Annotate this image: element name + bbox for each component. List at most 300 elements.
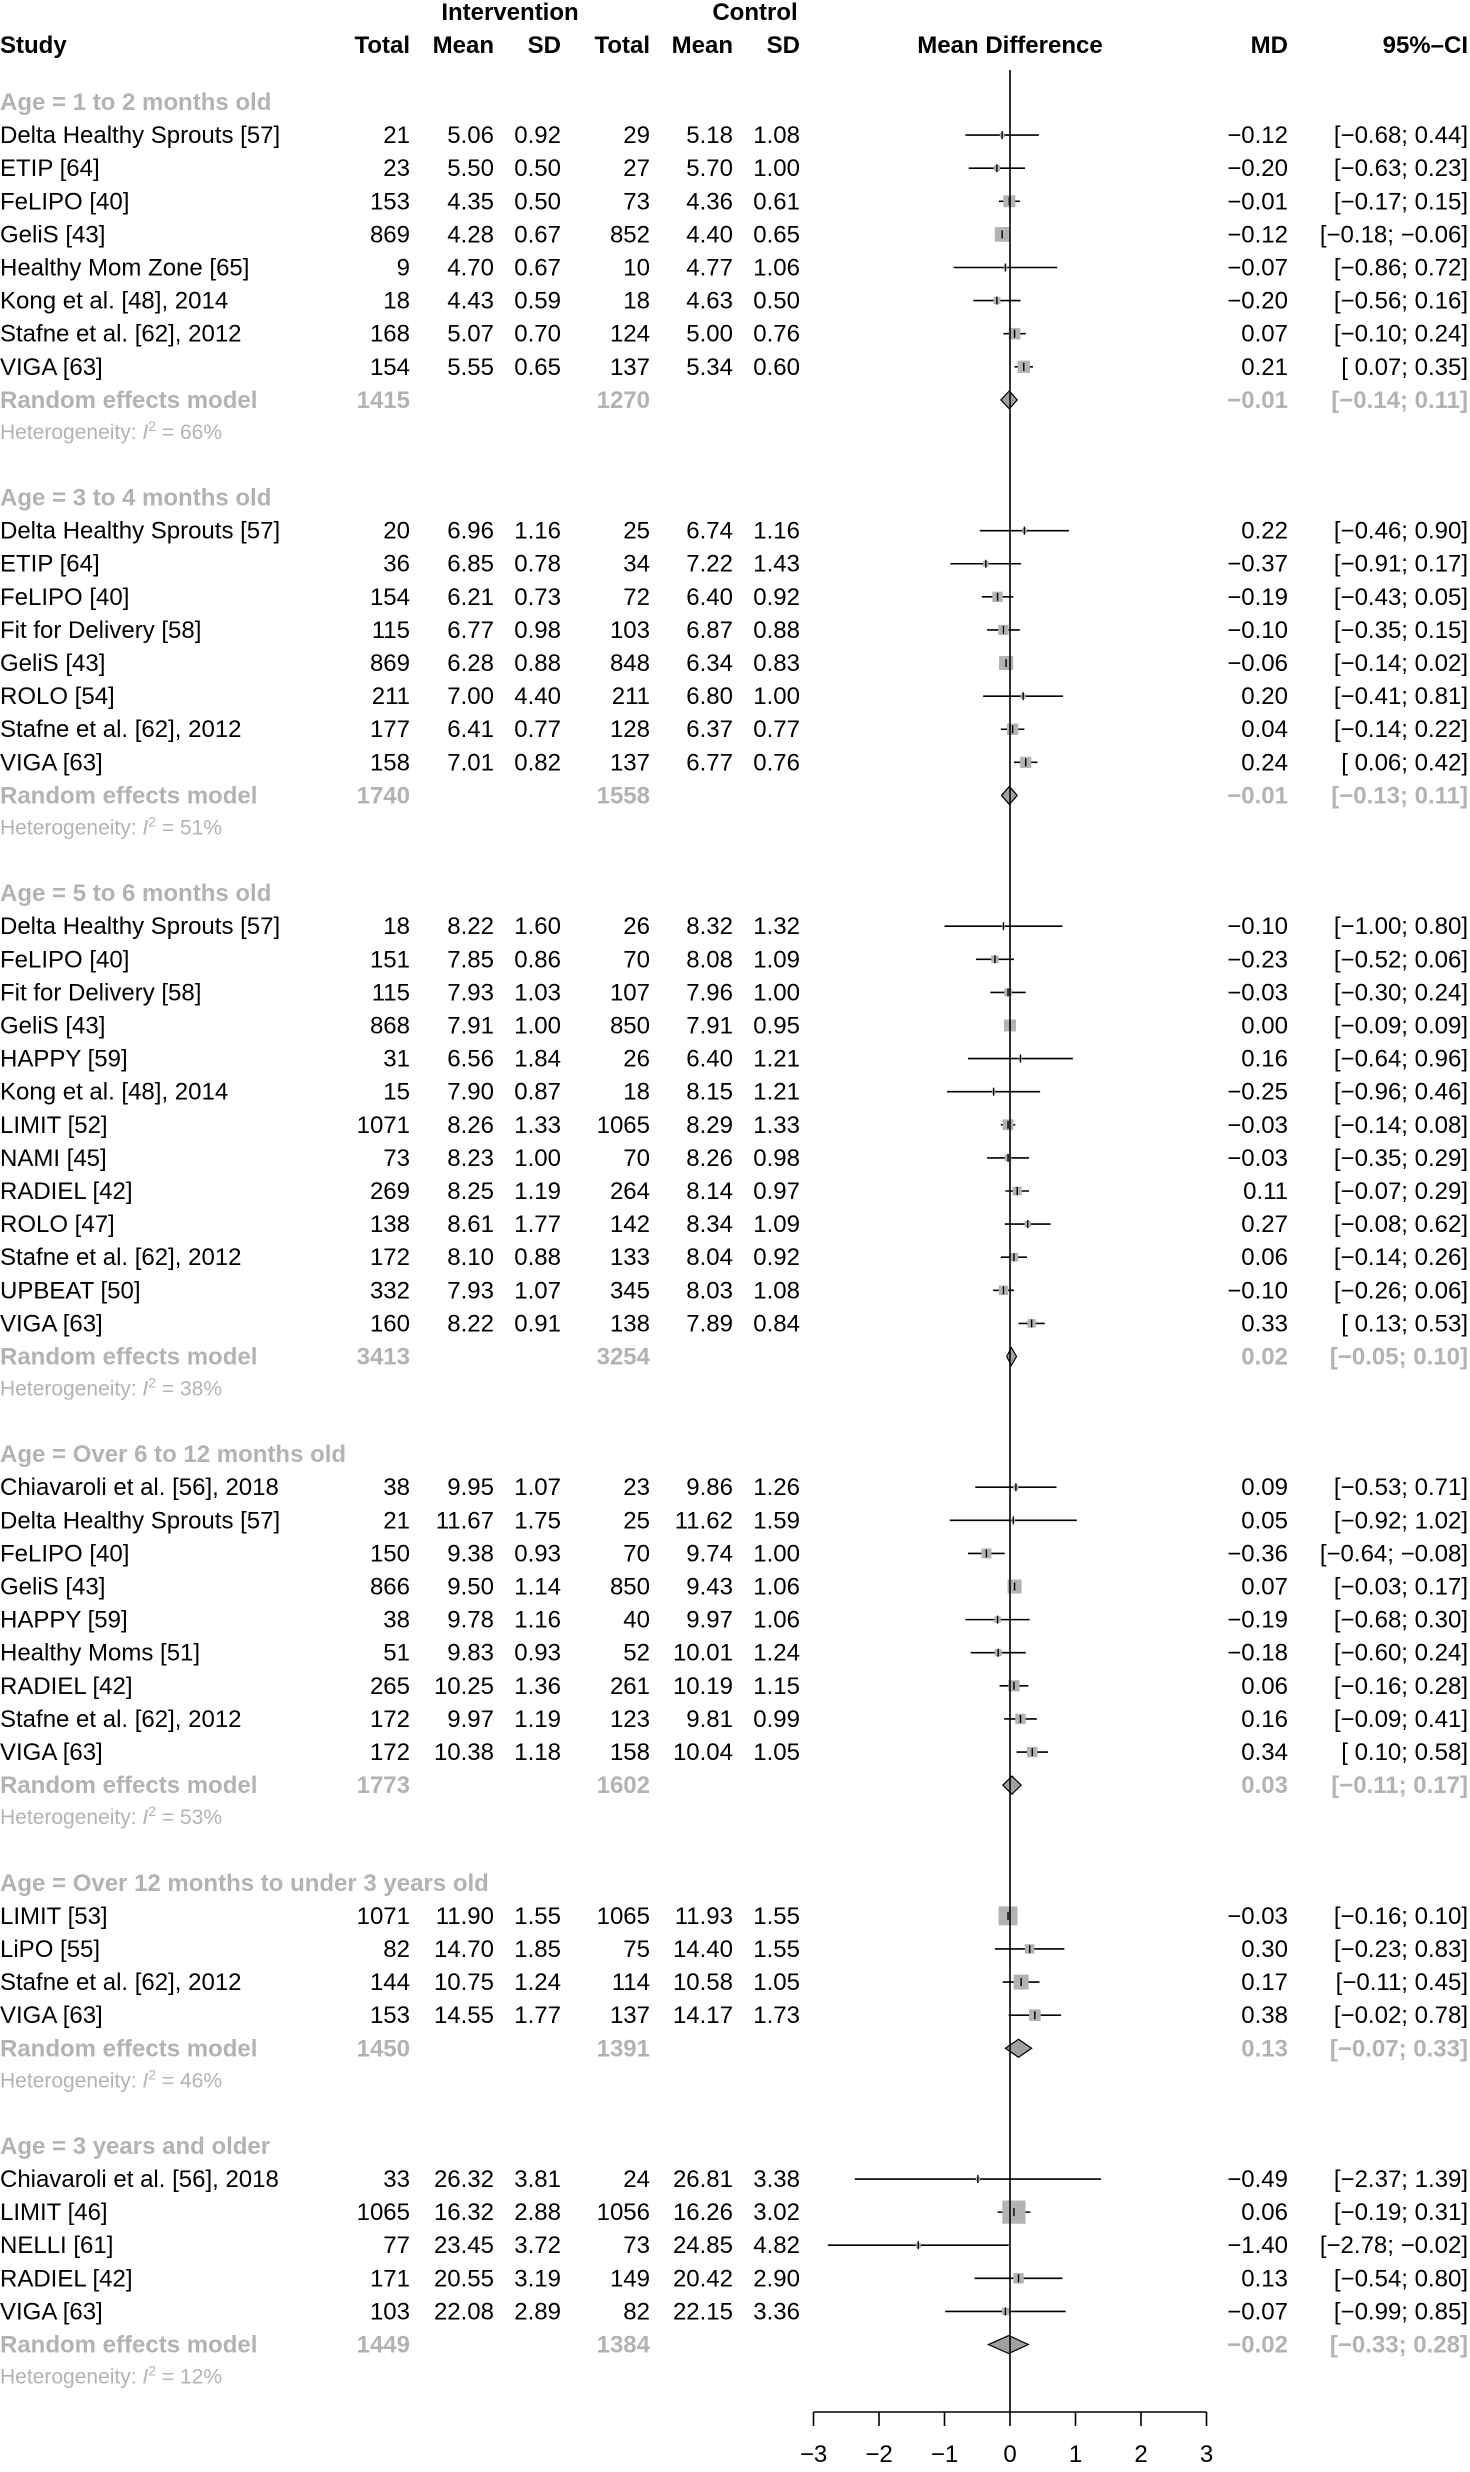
heterogeneity-text <box>0 2066 222 2092</box>
intervention-mean-value: 6.77 <box>447 616 494 644</box>
control-sd-value: 1.16 <box>753 517 800 545</box>
pooled-ci-value: [−0.14; 0.11] <box>1331 386 1468 414</box>
study-name: NELLI [61] <box>0 2232 114 2260</box>
intervention-mean-value: 6.85 <box>447 550 494 578</box>
intervention-sd-value: 1.03 <box>514 979 561 1007</box>
control-sd-value: 3.02 <box>753 2199 800 2227</box>
intervention-sd-value: 1.75 <box>514 1507 561 1535</box>
control-total-value: 18 <box>623 1078 650 1106</box>
control-total-value: 82 <box>623 2298 650 2326</box>
control-total-value: 70 <box>623 1144 650 1172</box>
intervention-total-value: 21 <box>383 1507 410 1535</box>
effect-header: Mean Difference <box>917 32 1103 59</box>
control-sd-value: 1.59 <box>753 1507 800 1535</box>
control-mean-value: 8.04 <box>686 1244 733 1272</box>
intervention-mean-value: 7.93 <box>447 979 494 1007</box>
md-value: 0.27 <box>1241 1211 1288 1239</box>
md-value: 0.07 <box>1241 320 1288 348</box>
md-value: −0.07 <box>1227 2298 1288 2326</box>
study-name: LIMIT [46] <box>0 2199 108 2227</box>
control-mean-value: 6.37 <box>686 716 733 744</box>
subgroup-title: Age = 3 years and older <box>0 2132 271 2160</box>
intervention-sd-value: 1.85 <box>514 1935 561 1963</box>
intervention-mean-value: 14.70 <box>433 1935 494 1963</box>
control-total-value: 23 <box>623 1474 650 1502</box>
intervention-sd-value: 1.19 <box>514 1705 561 1733</box>
control-mean-value: 11.62 <box>674 1507 733 1535</box>
pooled-intervention-total: 1449 <box>356 2331 410 2359</box>
control-total-value: 124 <box>609 320 650 348</box>
control-total-value: 114 <box>611 1969 650 1997</box>
md-value: −0.06 <box>1227 650 1288 678</box>
md-value: −0.18 <box>1227 1639 1288 1667</box>
control-total-value: 123 <box>609 1705 650 1733</box>
intervention-sd-value: 1.60 <box>514 913 561 941</box>
intervention-total-value: 38 <box>383 1474 410 1502</box>
control-mean-value: 5.00 <box>686 320 733 348</box>
control-sd-value: 0.99 <box>753 1705 800 1733</box>
intervention-sd-value: 0.92 <box>514 122 561 150</box>
intervention-mean-value: 11.67 <box>435 1507 494 1535</box>
md-value: 0.34 <box>1241 1739 1288 1767</box>
study-name: ROLO [47] <box>0 1211 115 1239</box>
subgroup-title: Age = 3 to 4 months old <box>0 484 272 512</box>
intervention-total-value: 265 <box>369 1672 410 1700</box>
control-mean-value: 5.70 <box>686 155 733 183</box>
control-mean-value: 6.34 <box>686 650 733 678</box>
md-value: 0.09 <box>1241 1474 1288 1502</box>
control-sd-value: 1.73 <box>753 2002 800 2030</box>
x-tick-label: 2 <box>1134 2441 1148 2468</box>
control-mean-value: 10.01 <box>672 1639 733 1667</box>
control-mean-value: 8.15 <box>686 1078 733 1106</box>
control-total-value: 107 <box>609 979 650 1007</box>
control-sd-value: 0.76 <box>753 749 800 777</box>
control-total-value: 70 <box>623 1540 650 1568</box>
heterogeneity-superscript: 2 <box>148 2362 157 2379</box>
control-mean-value: 10.58 <box>672 1969 733 1997</box>
ci-value: [−0.54; 0.80] <box>1333 2265 1468 2293</box>
study-name: Stafne et al. [62], 2012 <box>0 320 242 348</box>
intervention-total-value: 211 <box>371 683 410 711</box>
ci-value: [−0.63; 0.23] <box>1333 155 1468 183</box>
md-value: 0.11 <box>1243 1177 1288 1205</box>
intervention-sd-value: 0.70 <box>514 320 561 348</box>
ci-value: [−0.26; 0.06] <box>1333 1277 1468 1305</box>
intervention-mean-value: 7.91 <box>447 1012 494 1040</box>
control-sd-value: 1.15 <box>753 1672 800 1700</box>
intervention-sd-value: 0.88 <box>514 1244 561 1272</box>
intervention-mean-value: 6.41 <box>447 716 494 744</box>
control-sd-value: 1.24 <box>753 1639 800 1667</box>
intervention-mean-value: 4.43 <box>447 287 494 315</box>
control-mean-value: 8.29 <box>686 1111 733 1139</box>
control-mean-value: 20.42 <box>672 2265 733 2293</box>
intervention-total-value: 168 <box>369 320 410 348</box>
study-name: Stafne et al. [62], 2012 <box>0 1244 242 1272</box>
pooled-intervention-total: 1773 <box>356 1772 410 1800</box>
control-total-value: 1065 <box>596 1111 650 1139</box>
control-mean-value: 14.17 <box>672 2002 733 2030</box>
intervention-total-value: 869 <box>369 221 410 249</box>
intervention-mean-value: 9.50 <box>447 1573 494 1601</box>
intervention-sd-value: 0.93 <box>514 1639 561 1667</box>
intervention-sd-value: 0.91 <box>514 1310 561 1338</box>
control-total-value: 137 <box>609 353 650 381</box>
pooled-ci-value: [−0.13; 0.11] <box>1331 782 1468 810</box>
intervention-total-value: 20 <box>383 517 410 545</box>
ci-value: [−0.02; 0.78] <box>1333 2002 1468 2030</box>
ci-value: [−0.03; 0.17] <box>1333 1573 1468 1601</box>
intervention-total-value: 1065 <box>356 2199 410 2227</box>
ci-value: [−2.78; −0.02] <box>1319 2232 1468 2260</box>
md-value: −1.40 <box>1227 2232 1288 2260</box>
control-mean-value: 9.97 <box>686 1606 733 1634</box>
intervention-total-value: 332 <box>369 1277 410 1305</box>
control-sd-value: 0.60 <box>753 353 800 381</box>
control-mean-value: 6.74 <box>686 517 733 545</box>
control-total-value: 34 <box>623 550 650 578</box>
intervention-total-value: 172 <box>369 1244 410 1272</box>
intervention-mean-value: 8.22 <box>447 913 494 941</box>
intervention-total-value: 153 <box>369 188 410 216</box>
intervention-sd-value: 0.50 <box>514 188 561 216</box>
header <box>0 0 1468 59</box>
control-mean-header: Mean <box>671 32 733 59</box>
x-tick-label: 1 <box>1068 2441 1083 2468</box>
ci-value: [ 0.13; 0.53] <box>1341 1310 1468 1338</box>
intervention-mean-value: 5.07 <box>447 320 494 348</box>
study-name: Kong et al. [48], 2014 <box>0 287 229 315</box>
pooled-md-value: 0.02 <box>1241 1343 1288 1371</box>
control-total-value: 73 <box>623 188 650 216</box>
control-mean-value: 6.87 <box>686 616 733 644</box>
study-name: GeliS [43] <box>0 1012 106 1040</box>
study-name: ROLO [54] <box>0 683 115 711</box>
intervention-sd-value: 1.84 <box>514 1045 561 1073</box>
intervention-mean-value: 9.97 <box>447 1705 494 1733</box>
subgroup-title: Age = 1 to 2 months old <box>0 89 272 116</box>
study-name: LIMIT [52] <box>0 1111 108 1139</box>
intervention-sd-value: 3.81 <box>514 2166 561 2194</box>
control-total-value: 852 <box>609 221 650 249</box>
intervention-sd-value: 0.67 <box>514 254 561 282</box>
ci-value: [−0.64; 0.96] <box>1333 1045 1468 1073</box>
intervention-total-value: 153 <box>369 2002 410 2030</box>
intervention-mean-value: 14.55 <box>433 2002 494 2030</box>
control-sd-value: 0.98 <box>753 1144 800 1172</box>
control-sd-value: 1.08 <box>753 1277 800 1305</box>
control-sd-value: 1.00 <box>753 979 800 1007</box>
intervention-sd-value: 1.24 <box>514 1969 561 1997</box>
md-value: −0.49 <box>1227 2166 1288 2194</box>
md-value: 0.16 <box>1241 1045 1288 1073</box>
pooled-label: Random effects model <box>0 782 258 810</box>
study-name: Stafne et al. [62], 2012 <box>0 1705 242 1733</box>
heterogeneity-prefix: Heterogeneity: <box>0 421 143 444</box>
ci-value: [−0.35; 0.29] <box>1333 1144 1468 1172</box>
intervention-mean-header: Mean <box>432 32 494 59</box>
intervention-mean-value: 7.01 <box>447 749 494 777</box>
pooled-diamond <box>988 2336 1028 2354</box>
intervention-total-value: 18 <box>383 287 410 315</box>
control-total-value: 25 <box>623 517 650 545</box>
intervention-total-value: 144 <box>369 1969 410 1997</box>
x-tick-label: −2 <box>865 2441 893 2468</box>
study-name: HAPPY [59] <box>0 1045 128 1073</box>
control-total-value: 848 <box>609 650 650 678</box>
control-sd-value: 1.09 <box>753 946 800 974</box>
heterogeneity-i: I <box>142 1806 149 1830</box>
control-sd-value: 1.21 <box>753 1078 800 1106</box>
control-total-value: 850 <box>609 1573 650 1601</box>
heterogeneity-superscript: 2 <box>148 1803 157 1820</box>
ci-value: [−0.30; 0.24] <box>1333 979 1468 1007</box>
md-value: 0.24 <box>1241 749 1288 777</box>
md-value: 0.33 <box>1241 1310 1288 1338</box>
control-mean-value: 22.15 <box>672 2298 733 2326</box>
study-name: ETIP [64] <box>0 155 100 183</box>
control-sd-value: 0.92 <box>753 1244 800 1272</box>
pooled-intervention-total: 1415 <box>356 386 410 414</box>
control-total-value: 75 <box>623 1935 650 1963</box>
study-name: Delta Healthy Sprouts [57] <box>0 1507 281 1535</box>
control-sd-value: 1.00 <box>753 155 800 183</box>
intervention-sd-value: 1.16 <box>514 1606 561 1634</box>
intervention-total-value: 31 <box>383 1045 410 1073</box>
subgroup-title: Age = 5 to 6 months old <box>0 880 272 908</box>
control-sd-value: 1.55 <box>753 1902 800 1930</box>
heterogeneity-value: = 12% <box>156 2365 223 2389</box>
ci-value: [−1.00; 0.80] <box>1333 913 1468 941</box>
intervention-total-value: 866 <box>369 1573 410 1601</box>
md-value: 0.17 <box>1241 1969 1288 1997</box>
control-total-value: 40 <box>623 1606 650 1634</box>
intervention-sd-value: 0.87 <box>514 1078 561 1106</box>
heterogeneity-i: I <box>142 421 149 444</box>
control-sd-value: 4.82 <box>753 2232 800 2260</box>
control-total-header: Total <box>594 32 650 59</box>
intervention-total-value: 150 <box>369 1540 410 1568</box>
heterogeneity-text <box>0 418 222 444</box>
md-value: 0.00 <box>1241 1012 1288 1040</box>
control-sd-value: 1.26 <box>753 1474 800 1502</box>
md-value: −0.01 <box>1227 188 1288 216</box>
intervention-mean-value: 10.25 <box>433 1672 494 1700</box>
ci-value: [−0.14; 0.08] <box>1333 1111 1468 1139</box>
control-sd-value: 1.08 <box>753 122 800 150</box>
control-total-value: 137 <box>609 749 650 777</box>
heterogeneity-text <box>0 1375 222 1401</box>
study-name: Healthy Moms [51] <box>0 1639 201 1667</box>
study-name: VIGA [63] <box>0 353 103 381</box>
md-value: −0.12 <box>1227 221 1288 249</box>
intervention-sd-value: 1.07 <box>514 1474 561 1502</box>
study-name: Chiavaroli et al. [56], 2018 <box>0 1474 279 1502</box>
intervention-mean-value: 9.83 <box>447 1639 494 1667</box>
intervention-sd-value: 0.65 <box>514 353 561 381</box>
control-mean-value: 24.85 <box>672 2232 733 2260</box>
study-name: GeliS [43] <box>0 221 106 249</box>
pooled-md-value: 0.13 <box>1241 2035 1288 2063</box>
heterogeneity-value: = 53% <box>156 1806 223 1830</box>
intervention-mean-value: 6.96 <box>447 517 494 545</box>
intervention-sd-value: 2.89 <box>514 2298 561 2326</box>
md-value: 0.16 <box>1241 1705 1288 1733</box>
intervention-sd-value: 1.00 <box>514 1012 561 1040</box>
control-sd-value: 0.92 <box>753 583 800 611</box>
intervention-sd-value: 1.16 <box>514 517 561 545</box>
control-total-value: 70 <box>623 946 650 974</box>
md-value: 0.38 <box>1241 2002 1288 2030</box>
study-name: GeliS [43] <box>0 1573 106 1601</box>
md-value: −0.20 <box>1227 287 1288 315</box>
intervention-total-value: 172 <box>369 1705 410 1733</box>
control-total-value: 103 <box>609 616 650 644</box>
ci-value: [−0.07; 0.29] <box>1333 1177 1468 1205</box>
heterogeneity-i: I <box>142 2069 149 2093</box>
md-value: −0.20 <box>1227 155 1288 183</box>
md-value: −0.03 <box>1227 1111 1288 1139</box>
control-total-value: 137 <box>609 2002 650 2030</box>
intervention-sd-value: 2.88 <box>514 2199 561 2227</box>
control-total-value: 26 <box>623 1045 650 1073</box>
x-tick-label: −3 <box>799 2441 828 2468</box>
md-value: −0.03 <box>1227 1902 1288 1930</box>
intervention-total-value: 73 <box>383 1144 410 1172</box>
control-sd-value: 0.61 <box>753 188 800 216</box>
control-mean-value: 8.14 <box>686 1177 733 1205</box>
control-total-value: 142 <box>609 1211 650 1239</box>
intervention-mean-value: 8.23 <box>447 1144 494 1172</box>
control-sd-value: 0.76 <box>753 320 800 348</box>
heterogeneity-prefix: Heterogeneity: <box>0 2365 143 2389</box>
md-value: −0.10 <box>1227 1277 1288 1305</box>
pooled-md-value: 0.03 <box>1241 1772 1288 1800</box>
heterogeneity-prefix: Heterogeneity: <box>0 1377 143 1401</box>
intervention-total-value: 177 <box>369 716 410 744</box>
control-total-value: 27 <box>623 155 650 183</box>
md-value: 0.06 <box>1241 1672 1288 1700</box>
md-value: −0.10 <box>1227 616 1288 644</box>
intervention-total-value: 115 <box>371 616 410 644</box>
control-sd-value: 0.83 <box>753 650 800 678</box>
subgroup-title: Age = Over 12 months to under 3 years old <box>0 1869 489 1897</box>
intervention-mean-value: 10.75 <box>433 1969 494 1997</box>
ci-value: [−0.14; 0.26] <box>1333 1244 1468 1272</box>
control-total-value: 850 <box>609 1012 650 1040</box>
heterogeneity-prefix: Heterogeneity: <box>0 2069 143 2093</box>
study-name: RADIEL [42] <box>0 2265 133 2293</box>
control-total-value: 158 <box>609 1739 650 1767</box>
intervention-total-value: 77 <box>383 2232 410 2260</box>
md-value: −0.19 <box>1227 1606 1288 1634</box>
intervention-sd-value: 0.86 <box>514 946 561 974</box>
intervention-mean-value: 8.61 <box>447 1211 494 1239</box>
ci-value: [ 0.10; 0.58] <box>1341 1739 1468 1767</box>
md-value: 0.13 <box>1241 2265 1288 2293</box>
intervention-total-value: 9 <box>396 254 410 282</box>
md-value: 0.07 <box>1241 1573 1288 1601</box>
control-total-value: 24 <box>623 2166 650 2194</box>
study-name: LIMIT [53] <box>0 1902 108 1930</box>
intervention-mean-value: 7.90 <box>447 1078 494 1106</box>
study-name: VIGA [63] <box>0 1739 103 1767</box>
control-mean-value: 9.86 <box>686 1474 733 1502</box>
control-sd-value: 1.05 <box>753 1969 800 1997</box>
x-tick-label: 3 <box>1199 2441 1214 2468</box>
study-name: Delta Healthy Sprouts [57] <box>0 517 281 545</box>
ci-value: [ 0.07; 0.35] <box>1341 353 1468 381</box>
study-name: Delta Healthy Sprouts [57] <box>0 913 281 941</box>
intervention-total-value: 869 <box>369 650 410 678</box>
study-name: Fit for Delivery [58] <box>0 979 202 1007</box>
intervention-mean-value: 8.10 <box>447 1244 494 1272</box>
control-sd-value: 0.97 <box>753 1177 800 1205</box>
intervention-sd-value: 1.36 <box>514 1672 561 1700</box>
pooled-intervention-total: 3413 <box>356 1343 410 1371</box>
intervention-sd-value: 4.40 <box>514 683 561 711</box>
intervention-total-header: Total <box>354 32 410 59</box>
md-value: 0.04 <box>1241 716 1288 744</box>
intervention-total-value: 151 <box>369 946 410 974</box>
intervention-mean-value: 7.85 <box>447 946 494 974</box>
pooled-ci-value: [−0.11; 0.17] <box>1331 1772 1468 1800</box>
control-mean-value: 4.36 <box>686 188 733 216</box>
intervention-sd-value: 1.55 <box>514 1902 561 1930</box>
x-tick-label: −1 <box>930 2441 959 2468</box>
control-total-value: 138 <box>609 1310 650 1338</box>
pooled-label: Random effects model <box>0 386 258 414</box>
intervention-header: Intervention <box>441 0 579 26</box>
intervention-sd-value: 0.82 <box>514 749 561 777</box>
md-header: MD <box>1250 32 1288 59</box>
study-name: FeLIPO [40] <box>0 946 130 974</box>
intervention-mean-value: 10.38 <box>433 1739 494 1767</box>
control-mean-value: 8.26 <box>686 1144 733 1172</box>
ci-value: [−0.64; −0.08] <box>1319 1540 1468 1568</box>
control-sd-value: 0.95 <box>753 1012 800 1040</box>
intervention-mean-value: 11.90 <box>435 1902 494 1930</box>
intervention-sd-value: 0.73 <box>514 583 561 611</box>
control-sd-header: SD <box>766 32 800 59</box>
intervention-mean-value: 4.35 <box>447 188 494 216</box>
intervention-mean-value: 23.45 <box>433 2232 494 2260</box>
pooled-label: Random effects model <box>0 2035 258 2063</box>
plot-area <box>0 70 1468 2468</box>
study-name: ETIP [64] <box>0 550 100 578</box>
heterogeneity-value: = 51% <box>156 816 223 840</box>
ci-value: [−0.99; 0.85] <box>1333 2298 1468 2326</box>
control-mean-value: 8.34 <box>686 1211 733 1239</box>
ci-value: [−0.14; 0.22] <box>1333 716 1468 744</box>
pooled-md-value: −0.01 <box>1227 782 1288 810</box>
intervention-sd-value: 0.59 <box>514 287 561 315</box>
ci-value: [−0.43; 0.05] <box>1333 583 1468 611</box>
pooled-control-total: 1391 <box>596 2035 650 2063</box>
intervention-sd-value: 1.77 <box>514 2002 561 2030</box>
heterogeneity-superscript: 2 <box>148 2066 157 2083</box>
intervention-sd-value: 1.00 <box>514 1144 561 1172</box>
pooled-control-total: 1602 <box>596 1772 650 1800</box>
control-total-value: 52 <box>623 1639 650 1667</box>
heterogeneity-i: I <box>142 816 149 840</box>
md-value: −0.23 <box>1227 946 1288 974</box>
control-mean-value: 9.81 <box>686 1705 733 1733</box>
study-header: Study <box>0 32 67 59</box>
ci-value: [−0.14; 0.02] <box>1333 650 1468 678</box>
md-value: −0.37 <box>1227 550 1288 578</box>
